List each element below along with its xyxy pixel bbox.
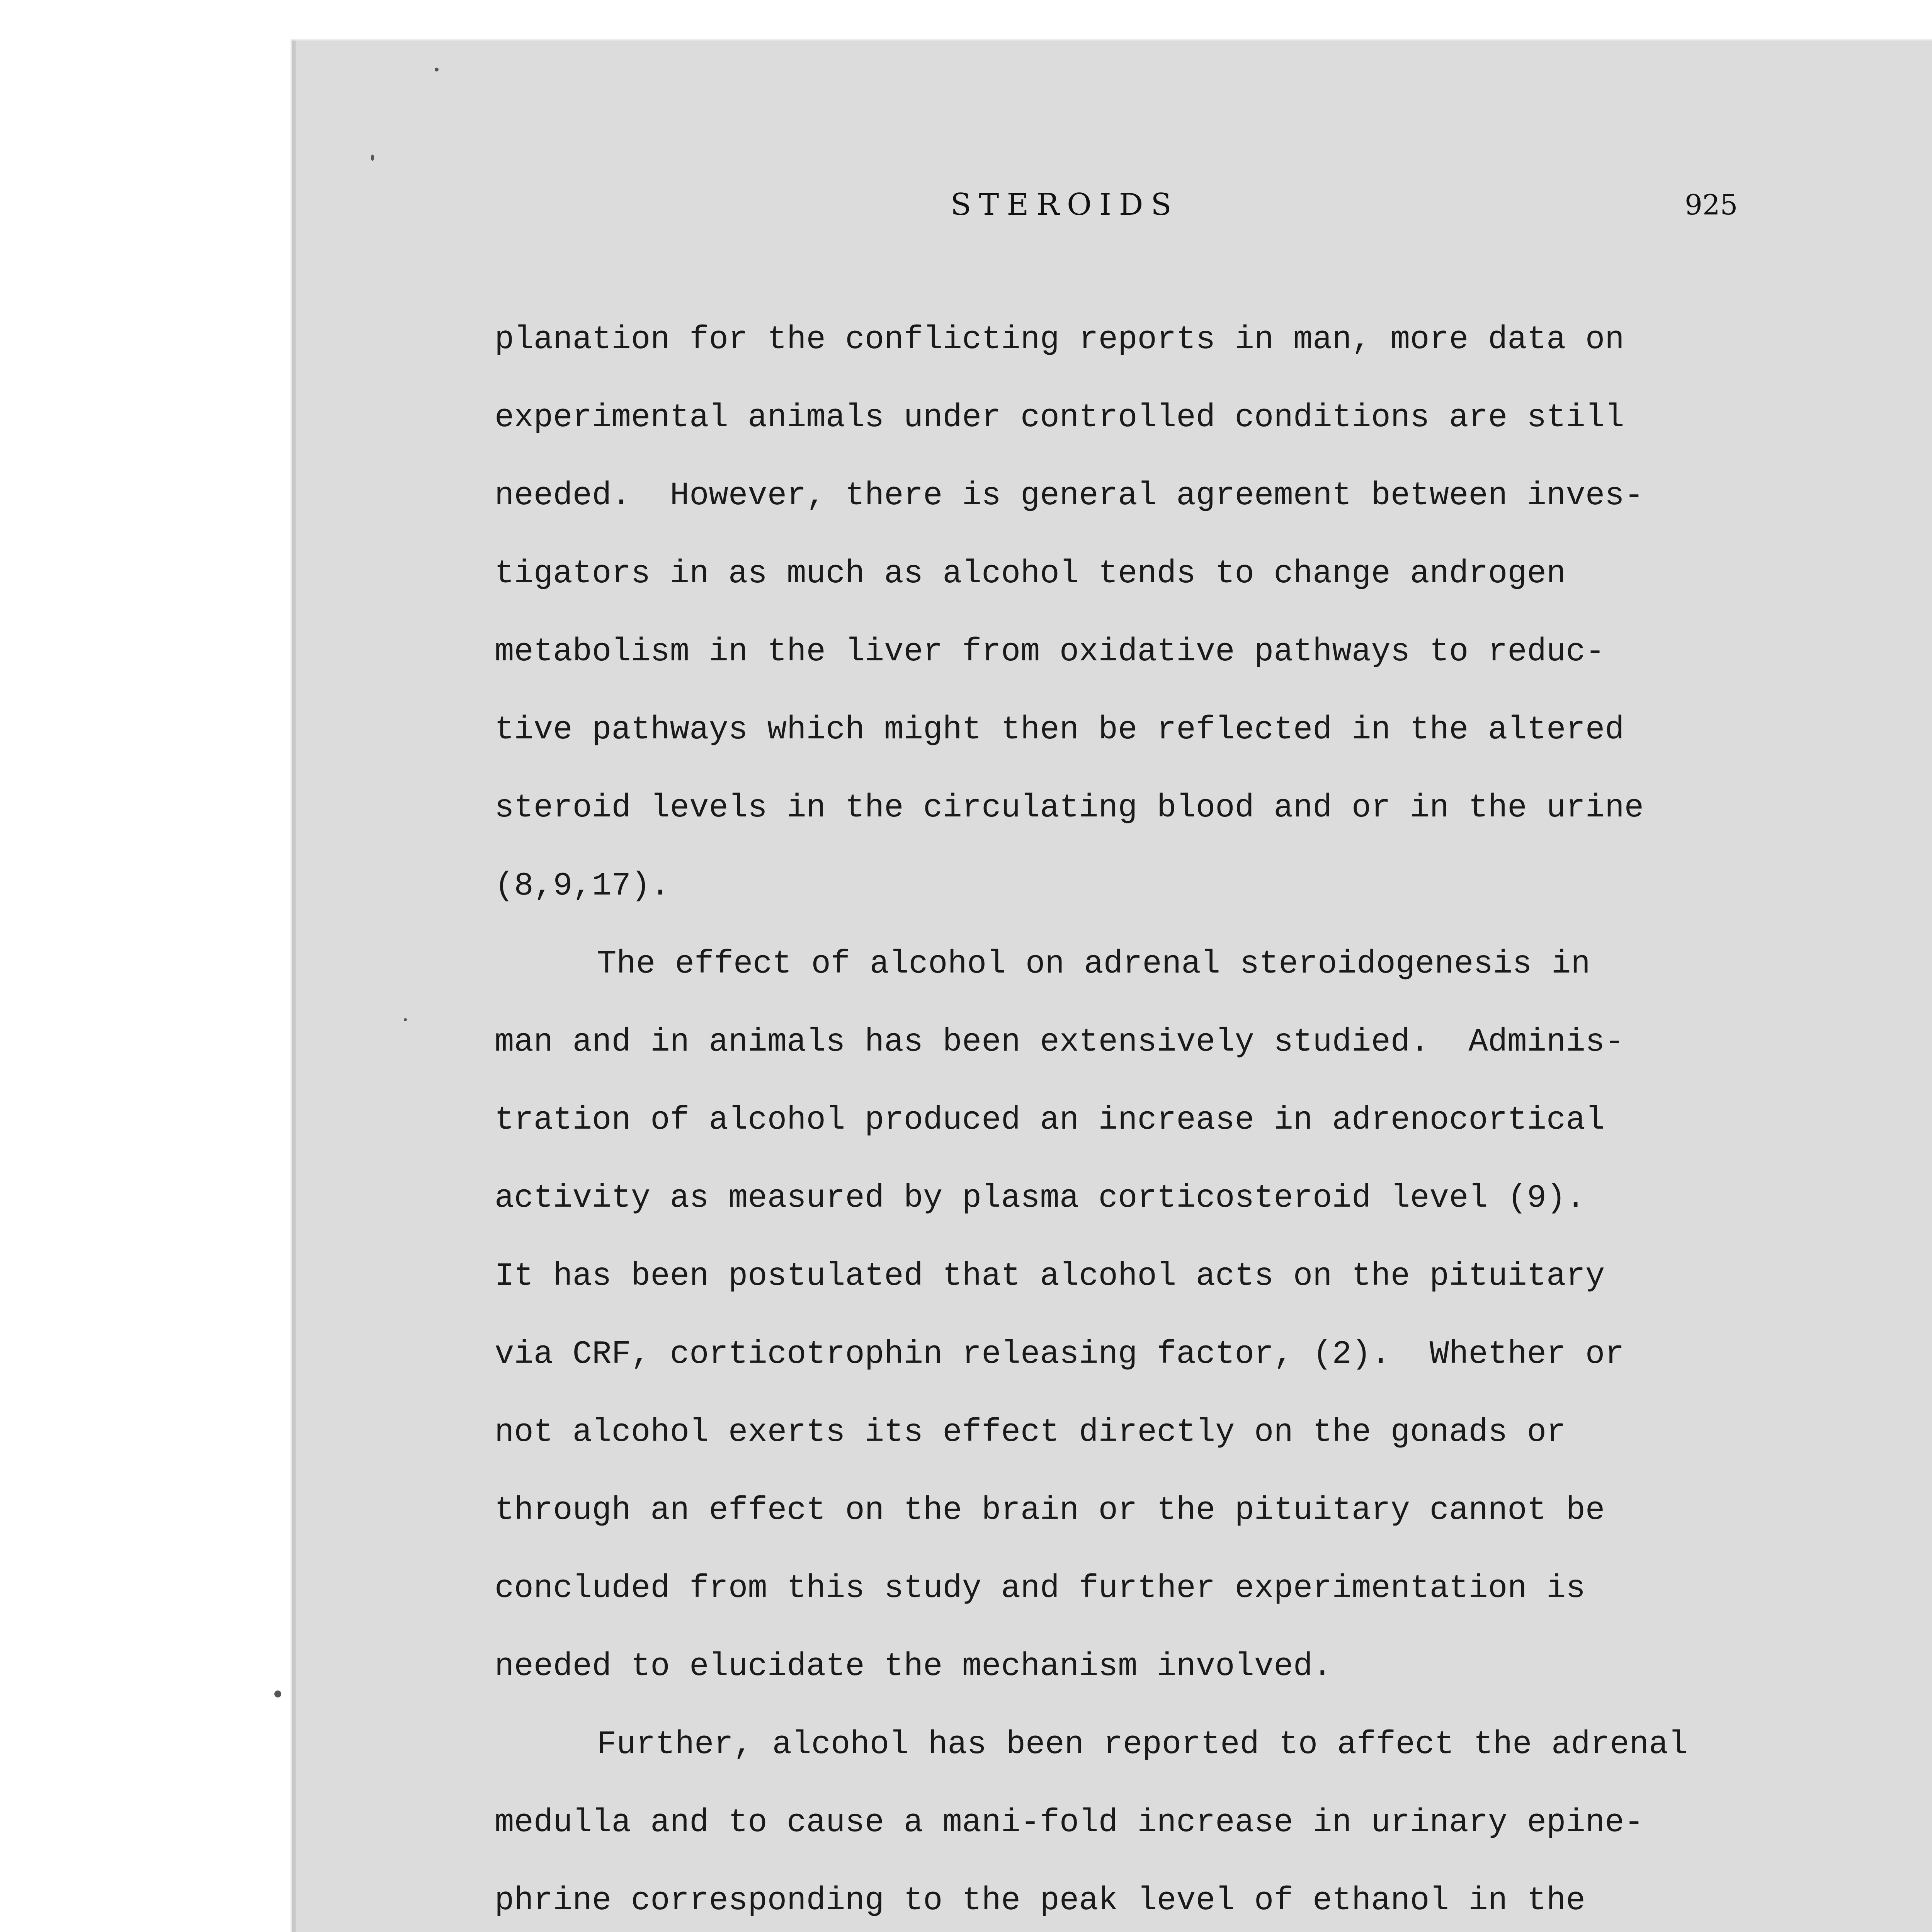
text-line: It has been postulated that alcohol acts on the pituitary	[495, 1258, 1605, 1295]
page-number: 925	[1685, 189, 1738, 221]
text-line: concluded from this study and further experimentation is	[495, 1570, 1585, 1607]
text-line: metabolism in the liver from oxidative pathways to reduc-	[495, 634, 1605, 670]
text-line: needed to elucidate the mechanism involved.	[495, 1648, 1332, 1685]
text-line: man and in animals has been extensively studied. Adminis-	[495, 1024, 1624, 1061]
text-line: medulla and to cause a mani-fold increase in urinary epine-	[495, 1804, 1644, 1841]
text-line: tration of alcohol produced an increase in adrenocortical	[495, 1102, 1605, 1139]
paragraph-first-line: The effect of alcohol on adrenal steroidogenesis in	[597, 946, 1590, 983]
text-line: via CRF, corticotrophin releasing factor, (2). Whether or	[495, 1336, 1624, 1373]
text-line: tigators in as much as alcohol tends to change androgen	[495, 556, 1566, 592]
text-line: planation for the conflicting reports in man, more data on	[495, 321, 1624, 358]
text-line: not alcohol exerts its effect directly on the gonads or	[495, 1414, 1566, 1451]
text-line: phrine corresponding to the peak level of ethanol in the	[495, 1883, 1585, 1919]
text-line: (8,9,17).	[495, 868, 670, 905]
scan-speck	[435, 68, 439, 71]
paper-left-edge	[292, 41, 296, 1932]
text-line: steroid levels in the circulating blood and or in the urine	[495, 790, 1644, 827]
text-line: experimental animals under controlled conditions are still	[495, 400, 1624, 436]
paragraph-first-line: Further, alcohol has been reported to affect the adrenal	[597, 1726, 1688, 1763]
text-line: needed. However, there is general agreement between inves-	[495, 478, 1644, 514]
text-line: activity as measured by plasma corticosteroid level (9).	[495, 1180, 1585, 1217]
scan-speck	[274, 1690, 281, 1697]
running-head: STEROIDS	[951, 187, 1179, 222]
scan-speck	[404, 1018, 407, 1021]
text-line: tive pathways which might then be reflected in the altered	[495, 712, 1624, 748]
text-line: through an effect on the brain or the pituitary cannot be	[495, 1492, 1605, 1529]
scan-speck	[371, 155, 374, 161]
